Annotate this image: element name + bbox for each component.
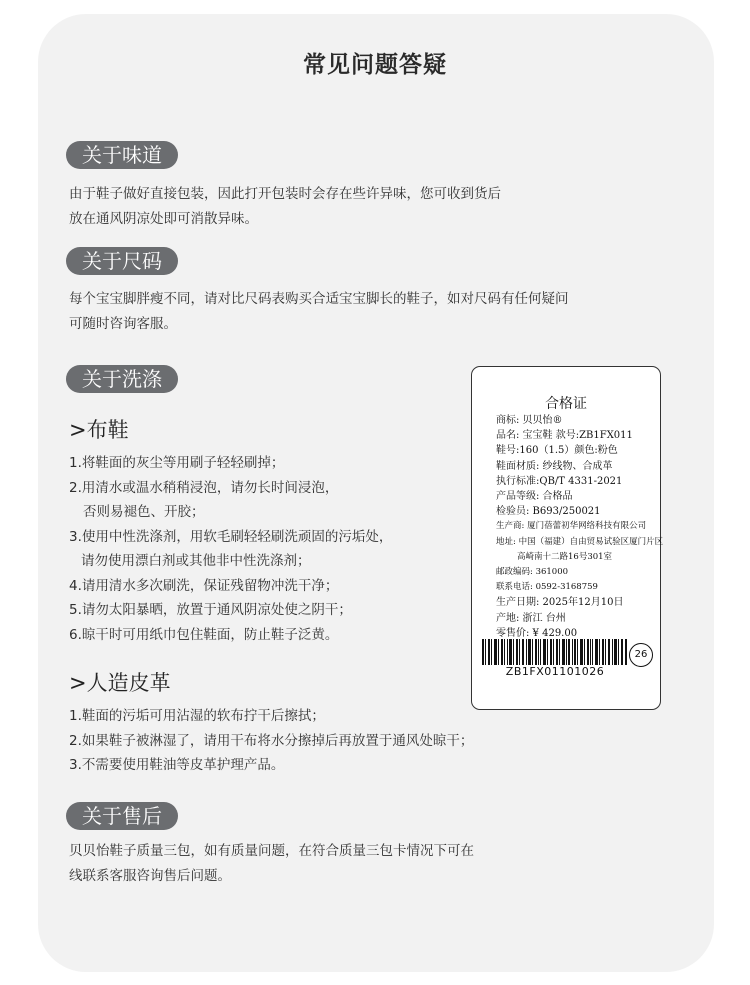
list-item: 2.如果鞋子被淋湿了，请用干布将水分擦掉后再放置于通风处晾干； <box>69 732 474 749</box>
list-item: 3.使用中性洗涤剂，用软毛刷轻轻刷洗顽固的污垢处， <box>69 528 393 545</box>
section-heading-size: 关于尺码 <box>66 247 178 275</box>
label-grade: 产品等级: 合格品 <box>496 491 573 503</box>
label-material: 鞋面材质: 纱线物、合成革 <box>496 460 613 472</box>
label-phone: 联系电话: 0592-3168759 <box>496 582 598 593</box>
label-standard: 执行标准:QB/T 4331-2021 <box>496 475 623 487</box>
label-inspector: 检验员: B693/250021 <box>496 506 601 518</box>
barcode-number: ZB1FX01101026 <box>505 665 605 678</box>
list-item: 1.将鞋面的灰尘等用刷子轻轻刷掉； <box>69 455 285 471</box>
label-address-line2: 高崎南十二路16号301室 <box>517 551 613 562</box>
label-size: 鞋号:160（1.5）颜色:粉色 <box>496 445 618 457</box>
after-sales-line: 贝贝怡鞋子质量三包，如有质量问题，在符合质量三包卡情况下可在 <box>69 843 474 859</box>
list-item: 3.不需要使用鞋油等皮革护理产品。 <box>69 757 285 773</box>
size-line: 每个宝宝脚胖瘦不同，请对比尺码表购买合适宝宝脚长的鞋子，如对尺码有任何疑问 <box>69 291 569 307</box>
list-item: 4.请用清水多次刷洗，保证残留物冲洗干净； <box>69 577 339 594</box>
size-badge: 26 <box>629 643 653 667</box>
cloth-care-list <box>69 451 392 647</box>
product-certificate-label <box>471 366 664 710</box>
label-production-date: 生产日期: 2025年12月10日 <box>496 597 624 609</box>
size-line: 可随时咨询客服。 <box>69 315 177 332</box>
label-product-name: 品名: 宝宝鞋 款号:ZB1FX011 <box>496 430 633 442</box>
list-item: 请勿使用漂白剂或其他非中性洗涤剂； <box>81 553 311 569</box>
smell-line: 放在通风阴凉处即可消散异味。 <box>69 210 258 227</box>
leather-care-list <box>69 704 473 778</box>
list-item: 6.晾干时可用纸巾包住鞋面，防止鞋子泛黄。 <box>69 626 339 643</box>
label-origin: 产地: 浙江 台州 <box>496 612 566 624</box>
cloth-shoe-subheading: >布鞋 <box>69 418 129 442</box>
label-details <box>496 413 663 641</box>
label-price: 零售价: ¥ 429.00 <box>496 627 578 639</box>
list-item: 1.鞋面的污垢可用沾湿的软布拧干后擦拭； <box>69 708 325 724</box>
label-title: 合格证 <box>545 396 587 412</box>
label-manufacturer: 生产商: 厦门蓓蕾初华网络科技有限公司 <box>496 521 647 532</box>
smell-text <box>69 182 501 231</box>
after-sales-text <box>69 839 474 888</box>
section-heading-wash: 关于洗涤 <box>66 365 178 393</box>
size-text <box>69 287 569 336</box>
list-item: 2.用清水或温水稍稍浸泡，请勿长时间浸泡， <box>69 479 339 496</box>
after-sales-line: 线联系客服咨询售后问题。 <box>69 867 231 884</box>
label-postcode: 邮政编码: 361000 <box>496 567 569 578</box>
label-brand: 商标: 贝贝怡® <box>496 415 563 426</box>
smell-line: 由于鞋子做好直接包装，因此打开包装时会存在些许异味，您可收到货后 <box>69 186 501 202</box>
list-item: 否则易褪色、开胶； <box>83 504 205 520</box>
leather-subheading: >人造皮革 <box>69 671 171 695</box>
barcode-image <box>482 639 627 665</box>
section-heading-smell: 关于味道 <box>66 141 178 169</box>
label-address: 地址: 中国（福建）自由贸易试验区厦门片区 <box>496 536 664 547</box>
page-title: 常见问题答疑 <box>303 52 447 78</box>
list-item: 5.请勿太阳暴晒，放置于通风阴凉处使之阴干； <box>69 602 352 618</box>
section-heading-after-sales: 关于售后 <box>66 802 178 830</box>
